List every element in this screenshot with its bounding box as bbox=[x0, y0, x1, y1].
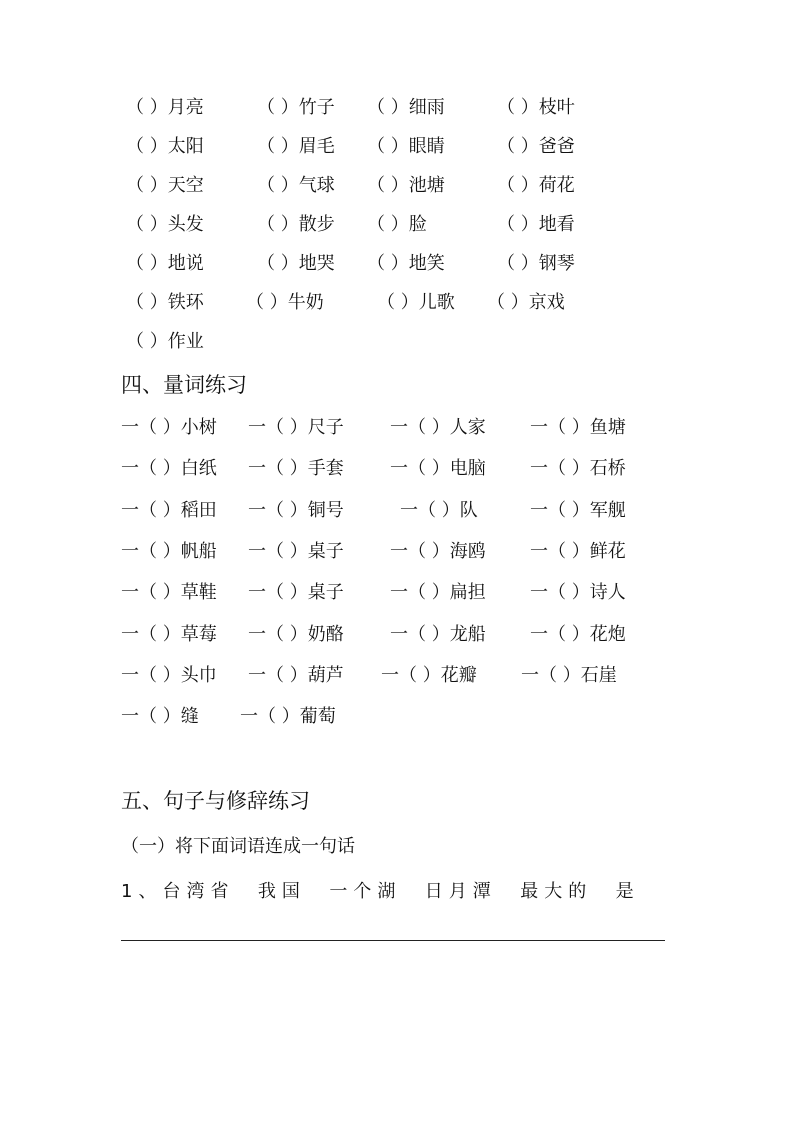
s3-item: （ ）眼睛 bbox=[367, 136, 445, 157]
s3-item: （ ）竹子 bbox=[257, 97, 335, 118]
s4-item: 一（ ）扁担 bbox=[390, 582, 486, 603]
s3-item: （ ）脸 bbox=[367, 214, 427, 235]
s3-item: （ ）钢琴 bbox=[497, 253, 575, 274]
sentence-item-1: 1、台湾省 我国 一个湖 日月潭 最大的 是 bbox=[121, 881, 640, 902]
s4-item: 一（ ）军舰 bbox=[530, 500, 626, 521]
s3-item: （ ）爸爸 bbox=[497, 136, 575, 157]
section-5-subtitle: （一）将下面词语连成一句话 bbox=[121, 836, 355, 857]
s4-item: 一（ ）尺子 bbox=[248, 417, 344, 438]
s4-item: 一（ ）龙船 bbox=[390, 624, 486, 645]
s4-item: 一（ ）葡萄 bbox=[240, 706, 336, 727]
s4-item: 一（ ）电脑 bbox=[390, 458, 486, 479]
s3-item: （ ）枝叶 bbox=[497, 97, 575, 118]
s3-item: （ ）地看 bbox=[497, 214, 575, 235]
s3-item: （ ）作业 bbox=[126, 331, 204, 352]
s3-item: （ ）地说 bbox=[126, 253, 204, 274]
s4-item: 一（ ）奶酪 bbox=[248, 624, 344, 645]
s3-item: （ ）气球 bbox=[257, 175, 335, 196]
s4-item: 一（ ）队 bbox=[400, 500, 478, 521]
s4-item: 一（ ）小树 bbox=[121, 417, 217, 438]
s4-item: 一（ ）海鸥 bbox=[390, 541, 486, 562]
s4-item: 一（ ）帆船 bbox=[121, 541, 217, 562]
s3-item: （ ）细雨 bbox=[367, 97, 445, 118]
section-4-title: 四、量词练习 bbox=[121, 373, 247, 397]
s3-item: （ ）池塘 bbox=[367, 175, 445, 196]
s3-item: （ ）眉毛 bbox=[257, 136, 335, 157]
s3-item: （ ）太阳 bbox=[126, 136, 204, 157]
s4-item: 一（ ）桌子 bbox=[248, 582, 344, 603]
s4-item: 一（ ）手套 bbox=[248, 458, 344, 479]
s4-item: 一（ ）桌子 bbox=[248, 541, 344, 562]
s4-item: 一（ ）葫芦 bbox=[248, 665, 344, 686]
s3-item: （ ）地哭 bbox=[257, 253, 335, 274]
s4-item: 一（ ）花炮 bbox=[530, 624, 626, 645]
s4-item: 一（ ）缝 bbox=[121, 706, 199, 727]
s4-item: 一（ ）草莓 bbox=[121, 624, 217, 645]
s3-item: （ ）天空 bbox=[126, 175, 204, 196]
s4-item: 一（ ）石桥 bbox=[530, 458, 626, 479]
s4-item: 一（ ）鲜花 bbox=[530, 541, 626, 562]
s3-item: （ ）散步 bbox=[257, 214, 335, 235]
s3-item: （ ）月亮 bbox=[126, 97, 204, 118]
s3-item: （ ）铁环 bbox=[126, 292, 204, 313]
s3-item: （ ）地笑 bbox=[367, 253, 445, 274]
s3-item: （ ）京戏 bbox=[487, 292, 565, 313]
s4-item: 一（ ）诗人 bbox=[530, 582, 626, 603]
s4-item: 一（ ）鱼塘 bbox=[530, 417, 626, 438]
s4-item: 一（ ）稻田 bbox=[121, 500, 217, 521]
answer-line[interactable] bbox=[121, 940, 665, 941]
s4-item: 一（ ）石崖 bbox=[521, 665, 617, 686]
s4-item: 一（ ）草鞋 bbox=[121, 582, 217, 603]
s3-item: （ ）头发 bbox=[126, 214, 204, 235]
s4-item: 一（ ）花瓣 bbox=[381, 665, 477, 686]
s4-item: 一（ ）白纸 bbox=[121, 458, 217, 479]
s4-item: 一（ ）头巾 bbox=[121, 665, 217, 686]
s4-item: 一（ ）人家 bbox=[390, 417, 486, 438]
s3-item: （ ）荷花 bbox=[497, 175, 575, 196]
s3-item: （ ）儿歌 bbox=[377, 292, 455, 313]
s4-item: 一（ ）铜号 bbox=[248, 500, 344, 521]
s3-item: （ ）牛奶 bbox=[246, 292, 324, 313]
section-5-title: 五、句子与修辞练习 bbox=[121, 789, 310, 813]
